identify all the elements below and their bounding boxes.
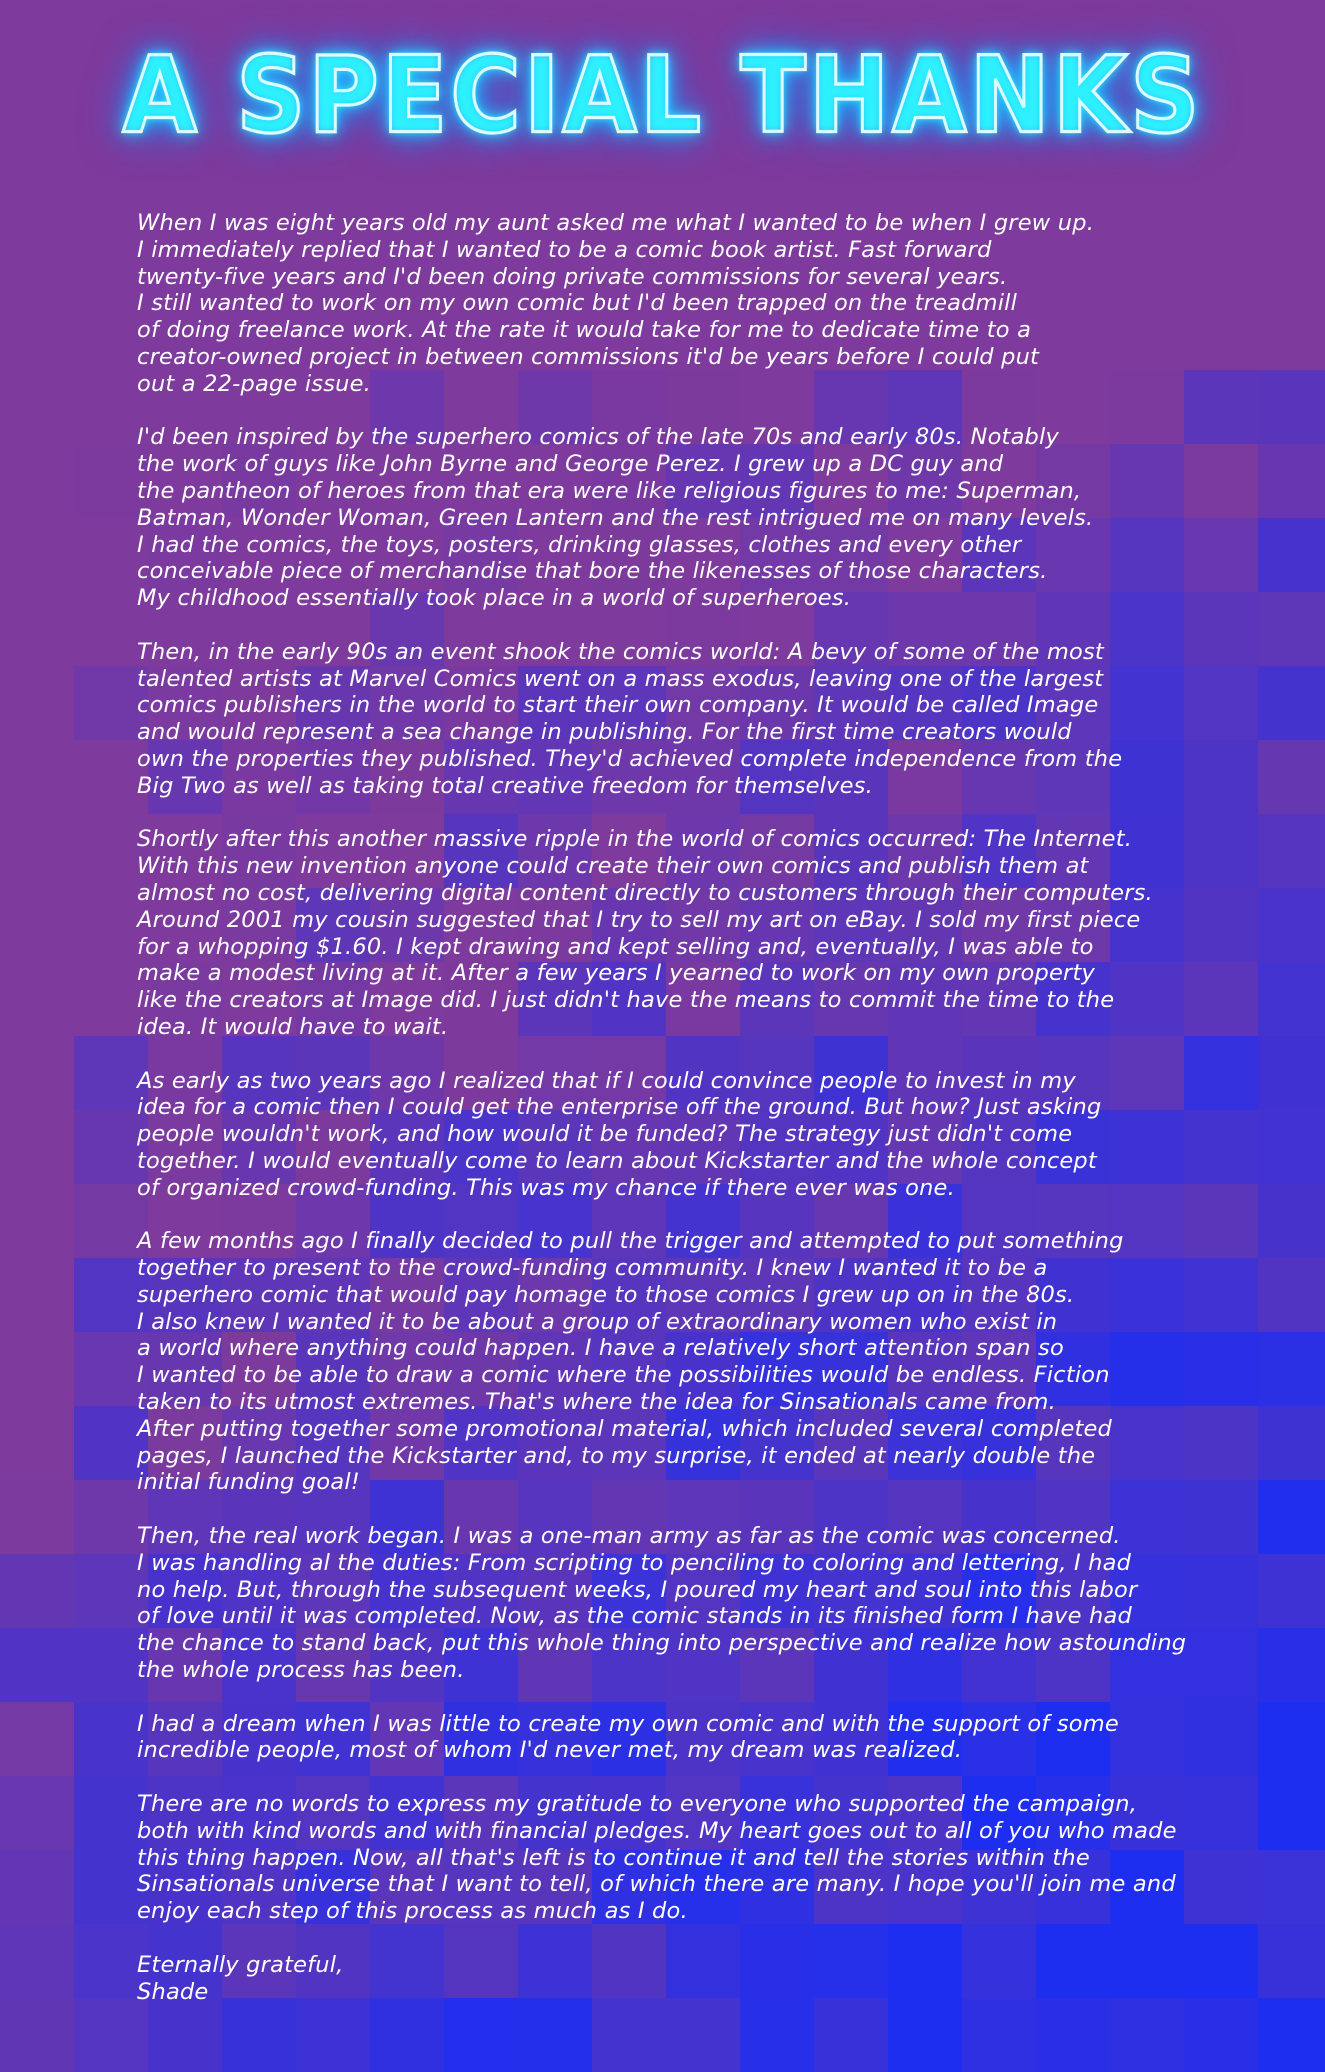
mosaic-tile: [0, 1628, 74, 1702]
paragraph-line: talented artists at Marvel Comics went on a mass exodus, leaving one of the largest: [137, 665, 1104, 692]
mosaic-tile: [0, 1850, 74, 1924]
mosaic-tile: [1036, 1998, 1110, 2072]
paragraph-line: comics publishers in the world to start their own company. It would be called Image: [137, 692, 1099, 719]
mosaic-tile: [0, 962, 74, 1036]
thank-you-letter: [137, 210, 1287, 2005]
mosaic-tile: [0, 222, 74, 296]
paragraph-line: of love until it was completed. Now, as the comic stands in its finished form I have had: [137, 1603, 1132, 1630]
mosaic-tile: [0, 1184, 74, 1258]
paragraph-line: I wanted to be able to draw a comic where the possibilities would be endless. Fiction: [137, 1362, 1110, 1389]
mosaic-tile: [0, 592, 74, 666]
paragraph-line: I immediately replied that I wanted to be a comic book artist. Fast forward: [137, 236, 992, 263]
paragraph-line: together. I would eventually come to learn about Kickstarter and the whole concept: [137, 1147, 1097, 1174]
mosaic-tile: [0, 1332, 74, 1406]
letter-paragraph: [137, 1228, 1287, 1496]
mosaic-tile: [0, 1924, 74, 1998]
paragraph-line: the whole process has been.: [137, 1657, 465, 1684]
paragraph-line: Batman, Wonder Woman, Green Lantern and the rest intrigued me on many levels.: [137, 504, 1094, 531]
mosaic-tile: [74, 1998, 148, 2072]
paragraph-line: enjoy each step of this process as much as I do.: [137, 1898, 688, 1925]
mosaic-tile: [222, 1998, 296, 2072]
paragraph-line: this thing happen. Now, all that's left is to continue it and tell the stories within the: [137, 1844, 1090, 1871]
paragraph-line: both with kind words and with financial pledges. My heart goes out to all of you who made: [137, 1817, 1177, 1844]
letter-paragraph: [137, 424, 1287, 612]
paragraph-line: no help. But, through the subsequent weeks, I poured my heart and soul into this labor: [137, 1576, 1138, 1603]
mosaic-tile: [0, 814, 74, 888]
paragraph-line: together to present to the crowd-funding community. I knew I wanted it to be a: [137, 1255, 1048, 1282]
mosaic-tile: [888, 1998, 962, 2072]
paragraph-line: and would represent a sea change in publishing. For the first time creators would: [137, 719, 1072, 746]
paragraph-line: make a modest living at it. After a few years I yearned to work on my own property: [137, 960, 1096, 987]
mosaic-tile: [0, 1480, 74, 1554]
mosaic-tile: [0, 1776, 74, 1850]
mosaic-tile: [1258, 1998, 1325, 2072]
mosaic-tile: [0, 518, 74, 592]
letter-paragraph: [137, 826, 1287, 1040]
signoff-signature: Shade: [137, 1978, 209, 2005]
paragraph-line: of organized crowd-funding. This was my chance if there ever was one.: [137, 1174, 955, 1201]
paragraph-line: almost no cost, delivering digital content directly to customers through their computers.: [137, 879, 1153, 906]
paragraph-line: Sinsationals universe that I want to tell, of which there are many. I hope you'll join me and: [137, 1871, 1176, 1898]
mosaic-tile: [0, 740, 74, 814]
paragraph-line: With this new invention anyone could create their own comics and publish them at: [137, 853, 1089, 880]
mosaic-tile: [0, 1702, 74, 1776]
paragraph-line: Around 2001 my cousin suggested that I try to sell my art on eBay. I sold my first piece: [137, 906, 1141, 933]
mosaic-tile: [0, 888, 74, 962]
paragraph-line: twenty-five years and I'd been doing private commissions for several years.: [137, 263, 1008, 290]
letter-paragraph: [137, 1791, 1287, 1925]
paragraph-line: I still wanted to work on my own comic but I'd been trapped on the treadmill: [137, 290, 1018, 317]
mosaic-tile: [148, 1998, 222, 2072]
paragraph-line: people wouldn't work, and how would it be funded? The strategy just didn't come: [137, 1121, 1073, 1148]
mosaic-tile: [0, 1406, 74, 1480]
paragraph-line: After putting together some promotional material, which included several completed: [137, 1415, 1113, 1442]
letter-paragraph: [137, 1523, 1287, 1684]
mosaic-tile: [1184, 1998, 1258, 2072]
paragraph-line: the chance to stand back, put this whole thing into perspective and realize how astounding: [137, 1630, 1187, 1657]
paragraph-line: creator-owned project in between commissions it'd be years before I could put: [137, 343, 1040, 370]
mosaic-tile: [0, 1258, 74, 1332]
paragraph-line: Big Two as well as taking total creative freedom for themselves.: [137, 772, 873, 799]
mosaic-tile: [592, 1998, 666, 2072]
mosaic-tile: [0, 296, 74, 370]
paragraph-line: superhero comic that would pay homage to those comics I grew up on in the 80s.: [137, 1281, 1075, 1308]
paragraph-line: Then, in the early 90s an event shook the comics world: A bevy of some of the most: [137, 638, 1104, 665]
paragraph-line: I was handling al the duties: From scripting to penciling to coloring and lettering, I had: [137, 1549, 1132, 1576]
mosaic-tile: [444, 1998, 518, 2072]
paragraph-line: There are no words to express my gratitude to everyone who supported the campaign,: [137, 1791, 1138, 1818]
paragraph-line: of doing freelance work. At the rate it would take for me to dedicate time to a: [137, 317, 1032, 344]
paragraph-line: As early as two years ago I realized that if I could convince people to invest in my: [137, 1067, 1076, 1094]
paragraph-line: taken to its utmost extremes. That's where the idea for Sinsationals came from.: [137, 1389, 1057, 1416]
paragraph-line: incredible people, most of whom I'd never met, my dream was realized.: [137, 1737, 963, 1764]
paragraph-line: I'd been inspired by the superhero comics of the late 70s and early 80s. Notably: [137, 424, 1060, 451]
paragraph-line: conceivable piece of merchandise that bore the likenesses of those characters.: [137, 558, 1048, 585]
mosaic-tile: [0, 1110, 74, 1184]
paragraph-line: pages, I launched the Kickstarter and, to my surprise, it ended at nearly double the: [137, 1442, 1096, 1469]
paragraph-line: the work of guys like John Byrne and George Perez. I grew up a DC guy and: [137, 451, 1004, 478]
mosaic-tile: [518, 1998, 592, 2072]
paragraph-line: the pantheon of heroes from that era were like religious figures to me: Superman,: [137, 477, 1082, 504]
mosaic-tile: [740, 1998, 814, 2072]
signoff: [137, 1952, 1287, 2006]
mosaic-tile: [962, 1998, 1036, 2072]
mosaic-tile: [296, 1998, 370, 2072]
mosaic-tile: [1110, 1998, 1184, 2072]
paragraph-line: own the properties they published. They'd achieved complete independence from the: [137, 745, 1123, 772]
paragraph-line: for a whopping $1.60. I kept drawing and kept selling and, eventually, I was able to: [137, 933, 1094, 960]
signoff-closing: Eternally grateful,: [137, 1951, 344, 1978]
paragraph-line: idea for a comic then I could get the enterprise off the ground. But how? Just asking: [137, 1094, 1102, 1121]
paragraph-line: I also knew I wanted it to be about a group of extraordinary women who exist in: [137, 1308, 1058, 1335]
paragraph-line: a world where anything could happen. I have a relatively short attention span so: [137, 1335, 1064, 1362]
mosaic-tile: [0, 666, 74, 740]
paragraph-line: Then, the real work began. I was a one-man army as far as the comic was concerned.: [137, 1523, 1121, 1550]
letter-paragraph: [137, 210, 1287, 398]
page-title: A SPECIAL THANKS: [122, 33, 1203, 157]
paragraph-line: Shortly after this another massive ripple in the world of comics occurred: The Internet.: [137, 826, 1133, 853]
paragraph-line: I had a dream when I was little to create my own comic and with the support of some: [137, 1710, 1119, 1737]
mosaic-tile: [370, 1998, 444, 2072]
letter-paragraph: [137, 1711, 1287, 1765]
mosaic-tile: [0, 370, 74, 444]
mosaic-tile: [0, 444, 74, 518]
letter-paragraph: [137, 639, 1287, 800]
paragraph-line: A few months ago I finally decided to pull the trigger and attempted to put something: [137, 1228, 1124, 1255]
paragraph-line: My childhood essentially took place in a world of superheroes.: [137, 585, 852, 612]
letter-paragraph: [137, 1068, 1287, 1202]
mosaic-tile: [814, 1998, 888, 2072]
mosaic-tile: [0, 1036, 74, 1110]
paragraph-line: initial funding goal!: [137, 1469, 361, 1496]
mosaic-tile: [666, 1998, 740, 2072]
paragraph-line: When I was eight years old my aunt asked me what I wanted to be when I grew up.: [137, 210, 1095, 236]
mosaic-tile: [0, 1998, 74, 2072]
paragraph-line: out a 22-page issue.: [137, 370, 371, 397]
mosaic-tile: [0, 1554, 74, 1628]
paragraph-line: like the creators at Image did. I just didn't have the means to commit the time to the: [137, 987, 1115, 1014]
paragraph-line: I had the comics, the toys, posters, drinking glasses, clothes and every other: [137, 531, 1022, 558]
mosaic-tile: [0, 148, 74, 222]
paragraph-line: idea. It would have to wait.: [137, 1013, 449, 1040]
letter-paragraphs: [137, 210, 1287, 1925]
